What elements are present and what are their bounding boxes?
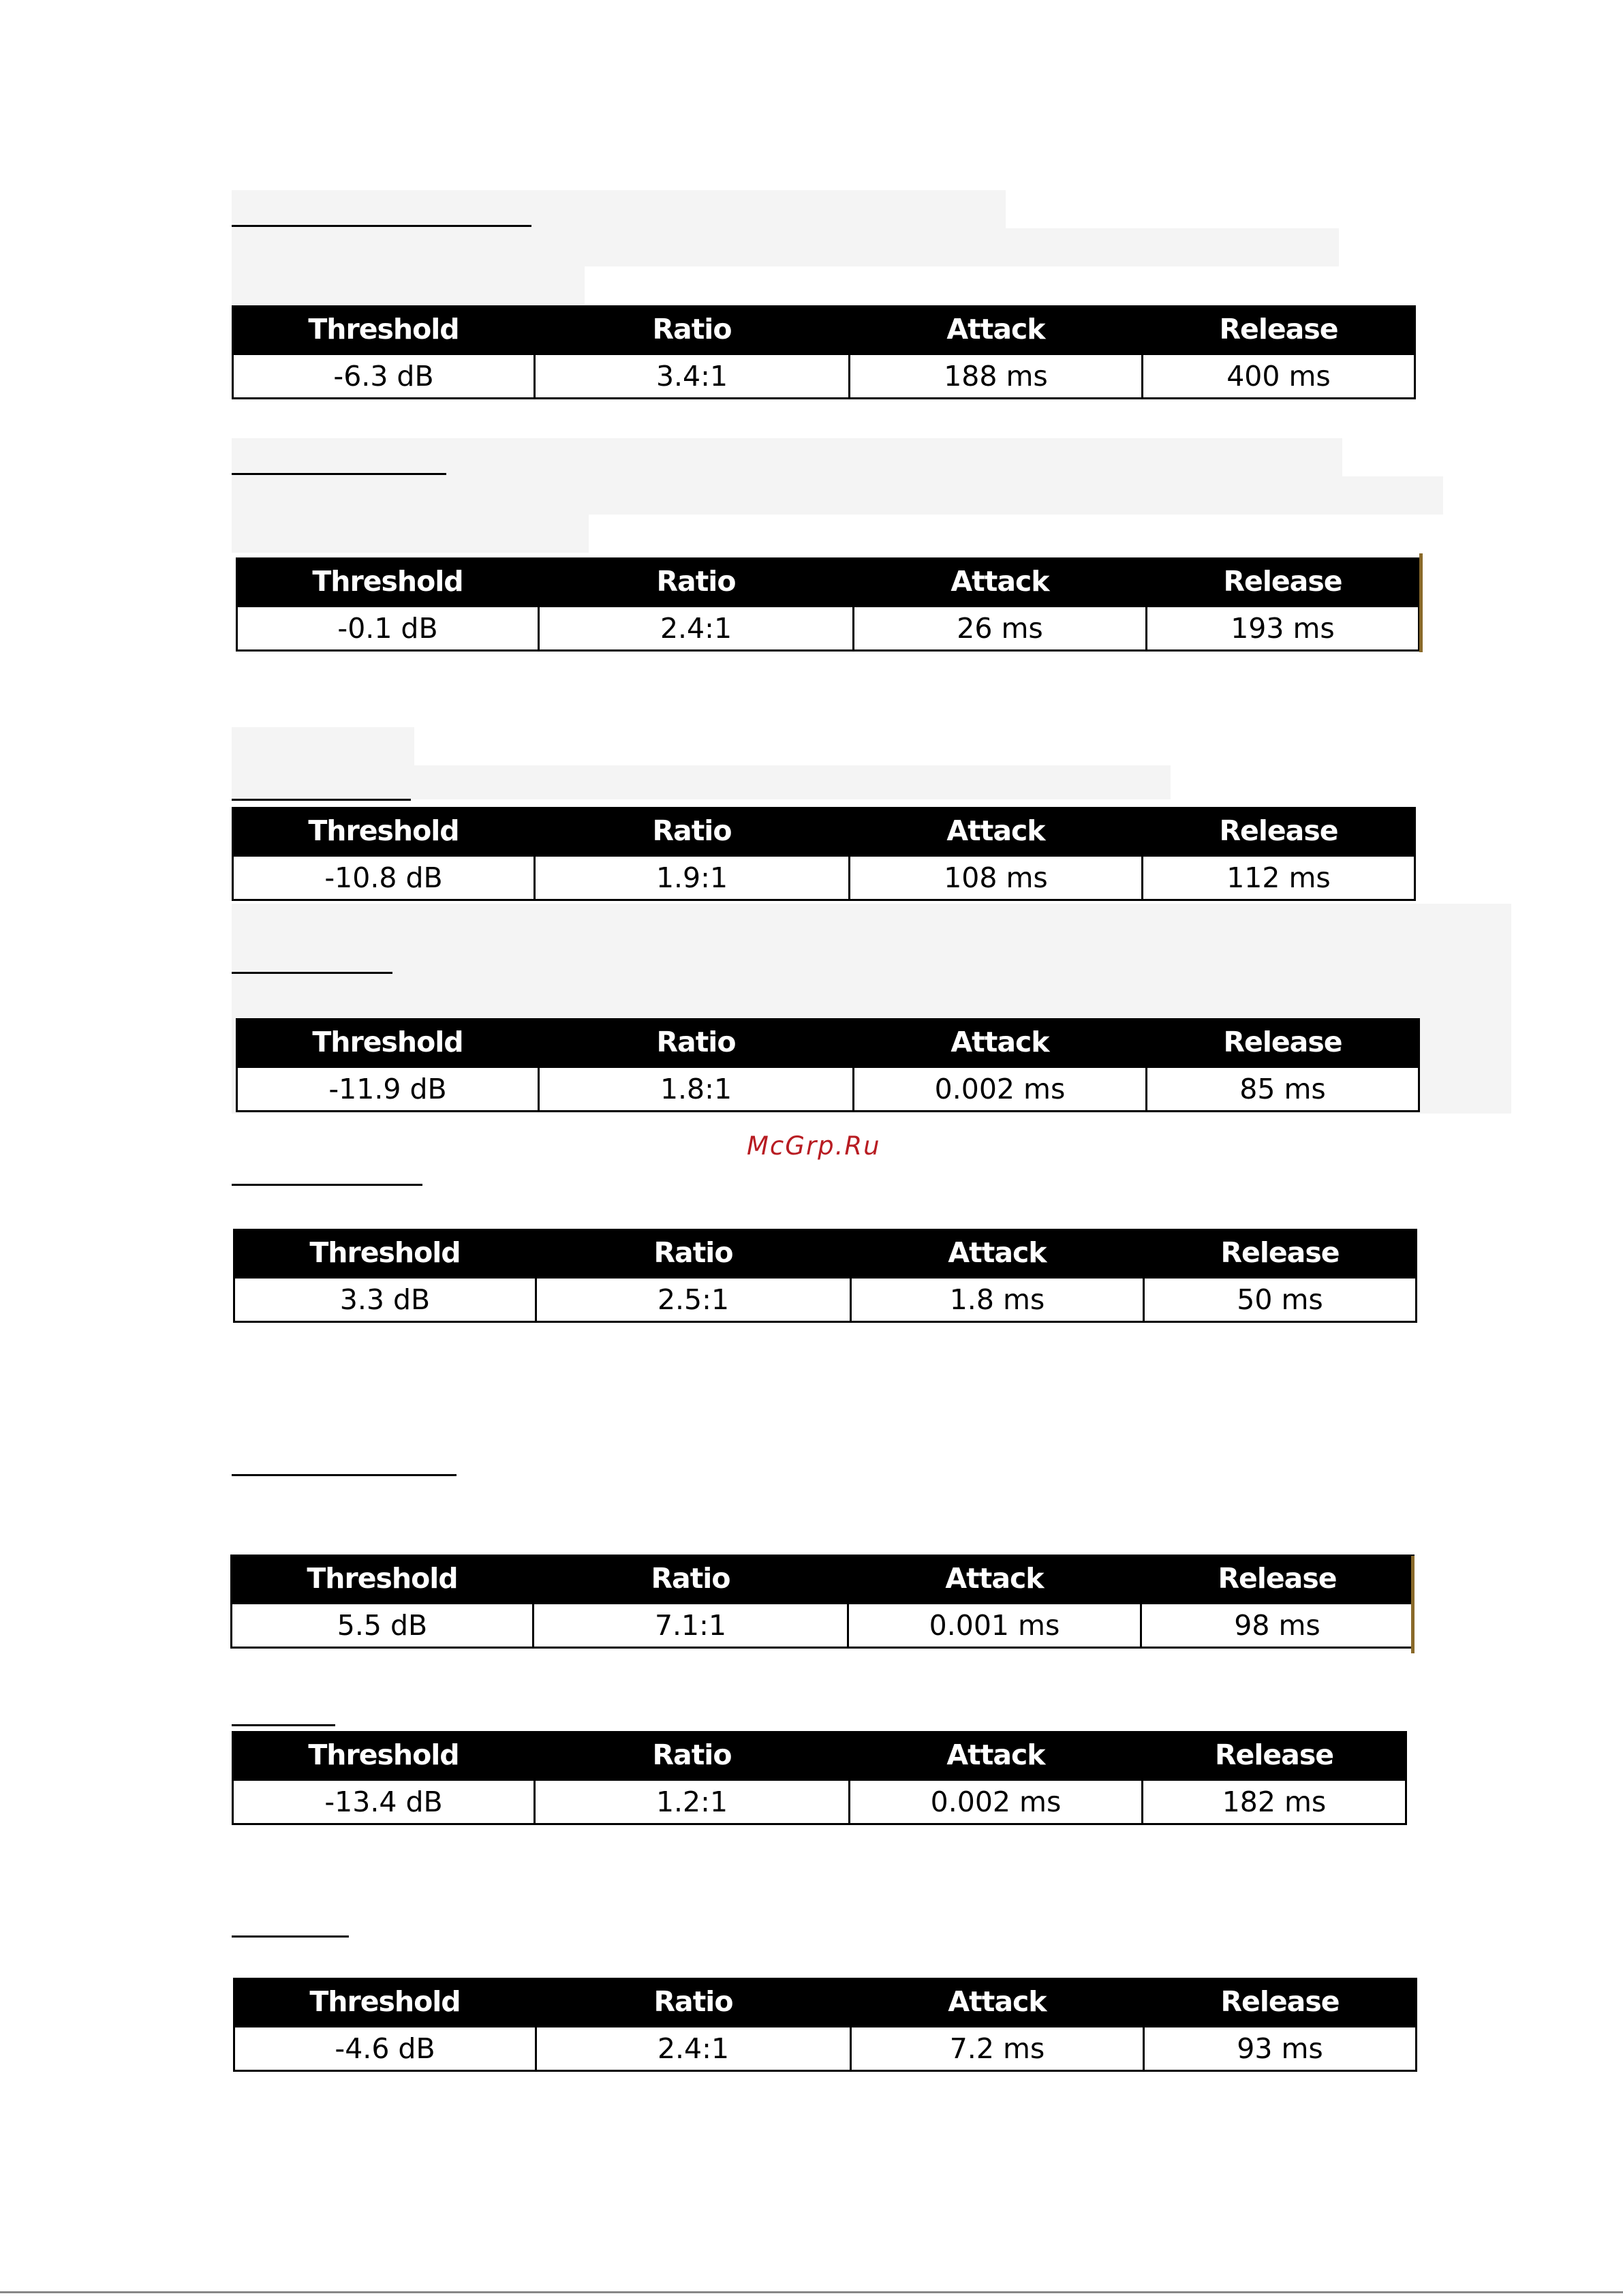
attack-header: Attack — [851, 1978, 1144, 2027]
attack-header: Attack — [850, 305, 1143, 354]
attack-header: Attack — [854, 557, 1147, 607]
threshold-header: Threshold — [234, 1229, 536, 1278]
settings-table-1 — [232, 305, 1416, 399]
ratio-header: Ratio — [539, 1018, 854, 1067]
settings-table-5 — [233, 1229, 1417, 1323]
table-row — [237, 1067, 1419, 1112]
threshold-header: Threshold — [233, 807, 535, 856]
section-heading-underline — [232, 1724, 335, 1726]
table-header-row — [234, 1978, 1417, 2027]
release-value: 93 ms — [1144, 2027, 1417, 2071]
release-header: Release — [1147, 1018, 1419, 1067]
table-header-row — [233, 1731, 1406, 1780]
table-row — [234, 1278, 1417, 1322]
ratio-header: Ratio — [536, 1229, 851, 1278]
attack-header: Attack — [848, 1555, 1141, 1604]
release-header: Release — [1143, 807, 1415, 856]
ratio-value: 7.1:1 — [534, 1604, 848, 1648]
table-header-row — [234, 1229, 1417, 1278]
release-value: 112 ms — [1143, 856, 1415, 900]
section-heading-underline — [232, 1935, 349, 1938]
threshold-value: -11.9 dB — [237, 1067, 539, 1112]
section-heading-underline — [232, 799, 411, 801]
release-header: Release — [1144, 1229, 1417, 1278]
attack-header: Attack — [850, 1731, 1143, 1780]
attack-value: 188 ms — [850, 354, 1143, 399]
threshold-header: Threshold — [233, 305, 535, 354]
release-header: Release — [1144, 1978, 1417, 2027]
threshold-value: -0.1 dB — [237, 607, 539, 651]
redacted-text-block — [232, 190, 1006, 228]
table-row — [233, 1780, 1406, 1824]
table-row — [233, 856, 1415, 900]
table-header-row — [237, 557, 1419, 607]
ratio-value: 1.8:1 — [539, 1067, 854, 1112]
attack-value: 0.002 ms — [854, 1067, 1147, 1112]
release-header: Release — [1143, 305, 1415, 354]
redacted-text-block — [232, 476, 1443, 515]
section-heading-underline — [232, 972, 392, 974]
threshold-value: -6.3 dB — [233, 354, 535, 399]
release-value: 50 ms — [1144, 1278, 1417, 1322]
threshold-header: Threshold — [234, 1978, 536, 2027]
table-row — [232, 1604, 1414, 1648]
release-value: 85 ms — [1147, 1067, 1419, 1112]
settings-table-3 — [232, 807, 1416, 901]
redacted-text-block — [232, 438, 1342, 476]
table-edge-mark — [1411, 1556, 1415, 1653]
attack-value: 7.2 ms — [851, 2027, 1144, 2071]
redacted-text-block — [232, 515, 589, 553]
release-header: Release — [1143, 1731, 1406, 1780]
table-edge-mark — [1419, 553, 1423, 652]
ratio-value: 1.2:1 — [535, 1780, 850, 1824]
table-row — [233, 354, 1415, 399]
table-header-row — [233, 305, 1415, 354]
table-header-row — [233, 807, 1415, 856]
threshold-value: 3.3 dB — [234, 1278, 536, 1322]
ratio-value: 2.4:1 — [539, 607, 854, 651]
settings-table-7 — [232, 1731, 1407, 1825]
redacted-text-block — [232, 727, 414, 765]
ratio-value: 1.9:1 — [535, 856, 850, 900]
attack-value: 1.8 ms — [851, 1278, 1144, 1322]
threshold-header: Threshold — [232, 1555, 534, 1604]
threshold-header: Threshold — [237, 557, 539, 607]
ratio-header: Ratio — [535, 1731, 850, 1780]
watermark-text: McGrp.Ru — [747, 1131, 881, 1161]
release-value: 98 ms — [1141, 1604, 1414, 1648]
release-value: 182 ms — [1143, 1780, 1406, 1824]
ratio-value: 2.4:1 — [536, 2027, 851, 2071]
ratio-value: 2.5:1 — [536, 1278, 851, 1322]
release-header: Release — [1147, 557, 1419, 607]
attack-header: Attack — [851, 1229, 1144, 1278]
settings-table-6 — [230, 1555, 1415, 1649]
ratio-value: 3.4:1 — [535, 354, 850, 399]
attack-value: 0.001 ms — [848, 1604, 1141, 1648]
section-heading-underline — [232, 225, 531, 227]
threshold-header: Threshold — [233, 1731, 535, 1780]
redacted-text-block — [232, 266, 585, 305]
table-header-row — [232, 1555, 1414, 1604]
page-bottom-border — [0, 2291, 1623, 2293]
release-value: 193 ms — [1147, 607, 1419, 651]
ratio-header: Ratio — [539, 557, 854, 607]
section-heading-underline — [232, 473, 446, 475]
ratio-header: Ratio — [535, 807, 850, 856]
attack-value: 108 ms — [850, 856, 1143, 900]
settings-table-4 — [236, 1018, 1420, 1112]
ratio-header: Ratio — [534, 1555, 848, 1604]
threshold-value: -4.6 dB — [234, 2027, 536, 2071]
release-header: Release — [1141, 1555, 1414, 1604]
table-row — [237, 607, 1419, 651]
table-header-row — [237, 1018, 1419, 1067]
redacted-text-block — [232, 228, 1339, 266]
settings-table-8 — [233, 1978, 1417, 2072]
threshold-value: -13.4 dB — [233, 1780, 535, 1824]
attack-header: Attack — [850, 807, 1143, 856]
threshold-value: -10.8 dB — [233, 856, 535, 900]
threshold-header: Threshold — [237, 1018, 539, 1067]
settings-table-2 — [236, 557, 1420, 652]
threshold-value: 5.5 dB — [232, 1604, 534, 1648]
attack-header: Attack — [854, 1018, 1147, 1067]
attack-value: 26 ms — [854, 607, 1147, 651]
redacted-text-block — [232, 765, 1171, 799]
table-row — [234, 2027, 1417, 2071]
ratio-header: Ratio — [535, 305, 850, 354]
release-value: 400 ms — [1143, 354, 1415, 399]
attack-value: 0.002 ms — [850, 1780, 1143, 1824]
section-heading-underline — [232, 1184, 422, 1186]
section-heading-underline — [232, 1474, 457, 1476]
ratio-header: Ratio — [536, 1978, 851, 2027]
